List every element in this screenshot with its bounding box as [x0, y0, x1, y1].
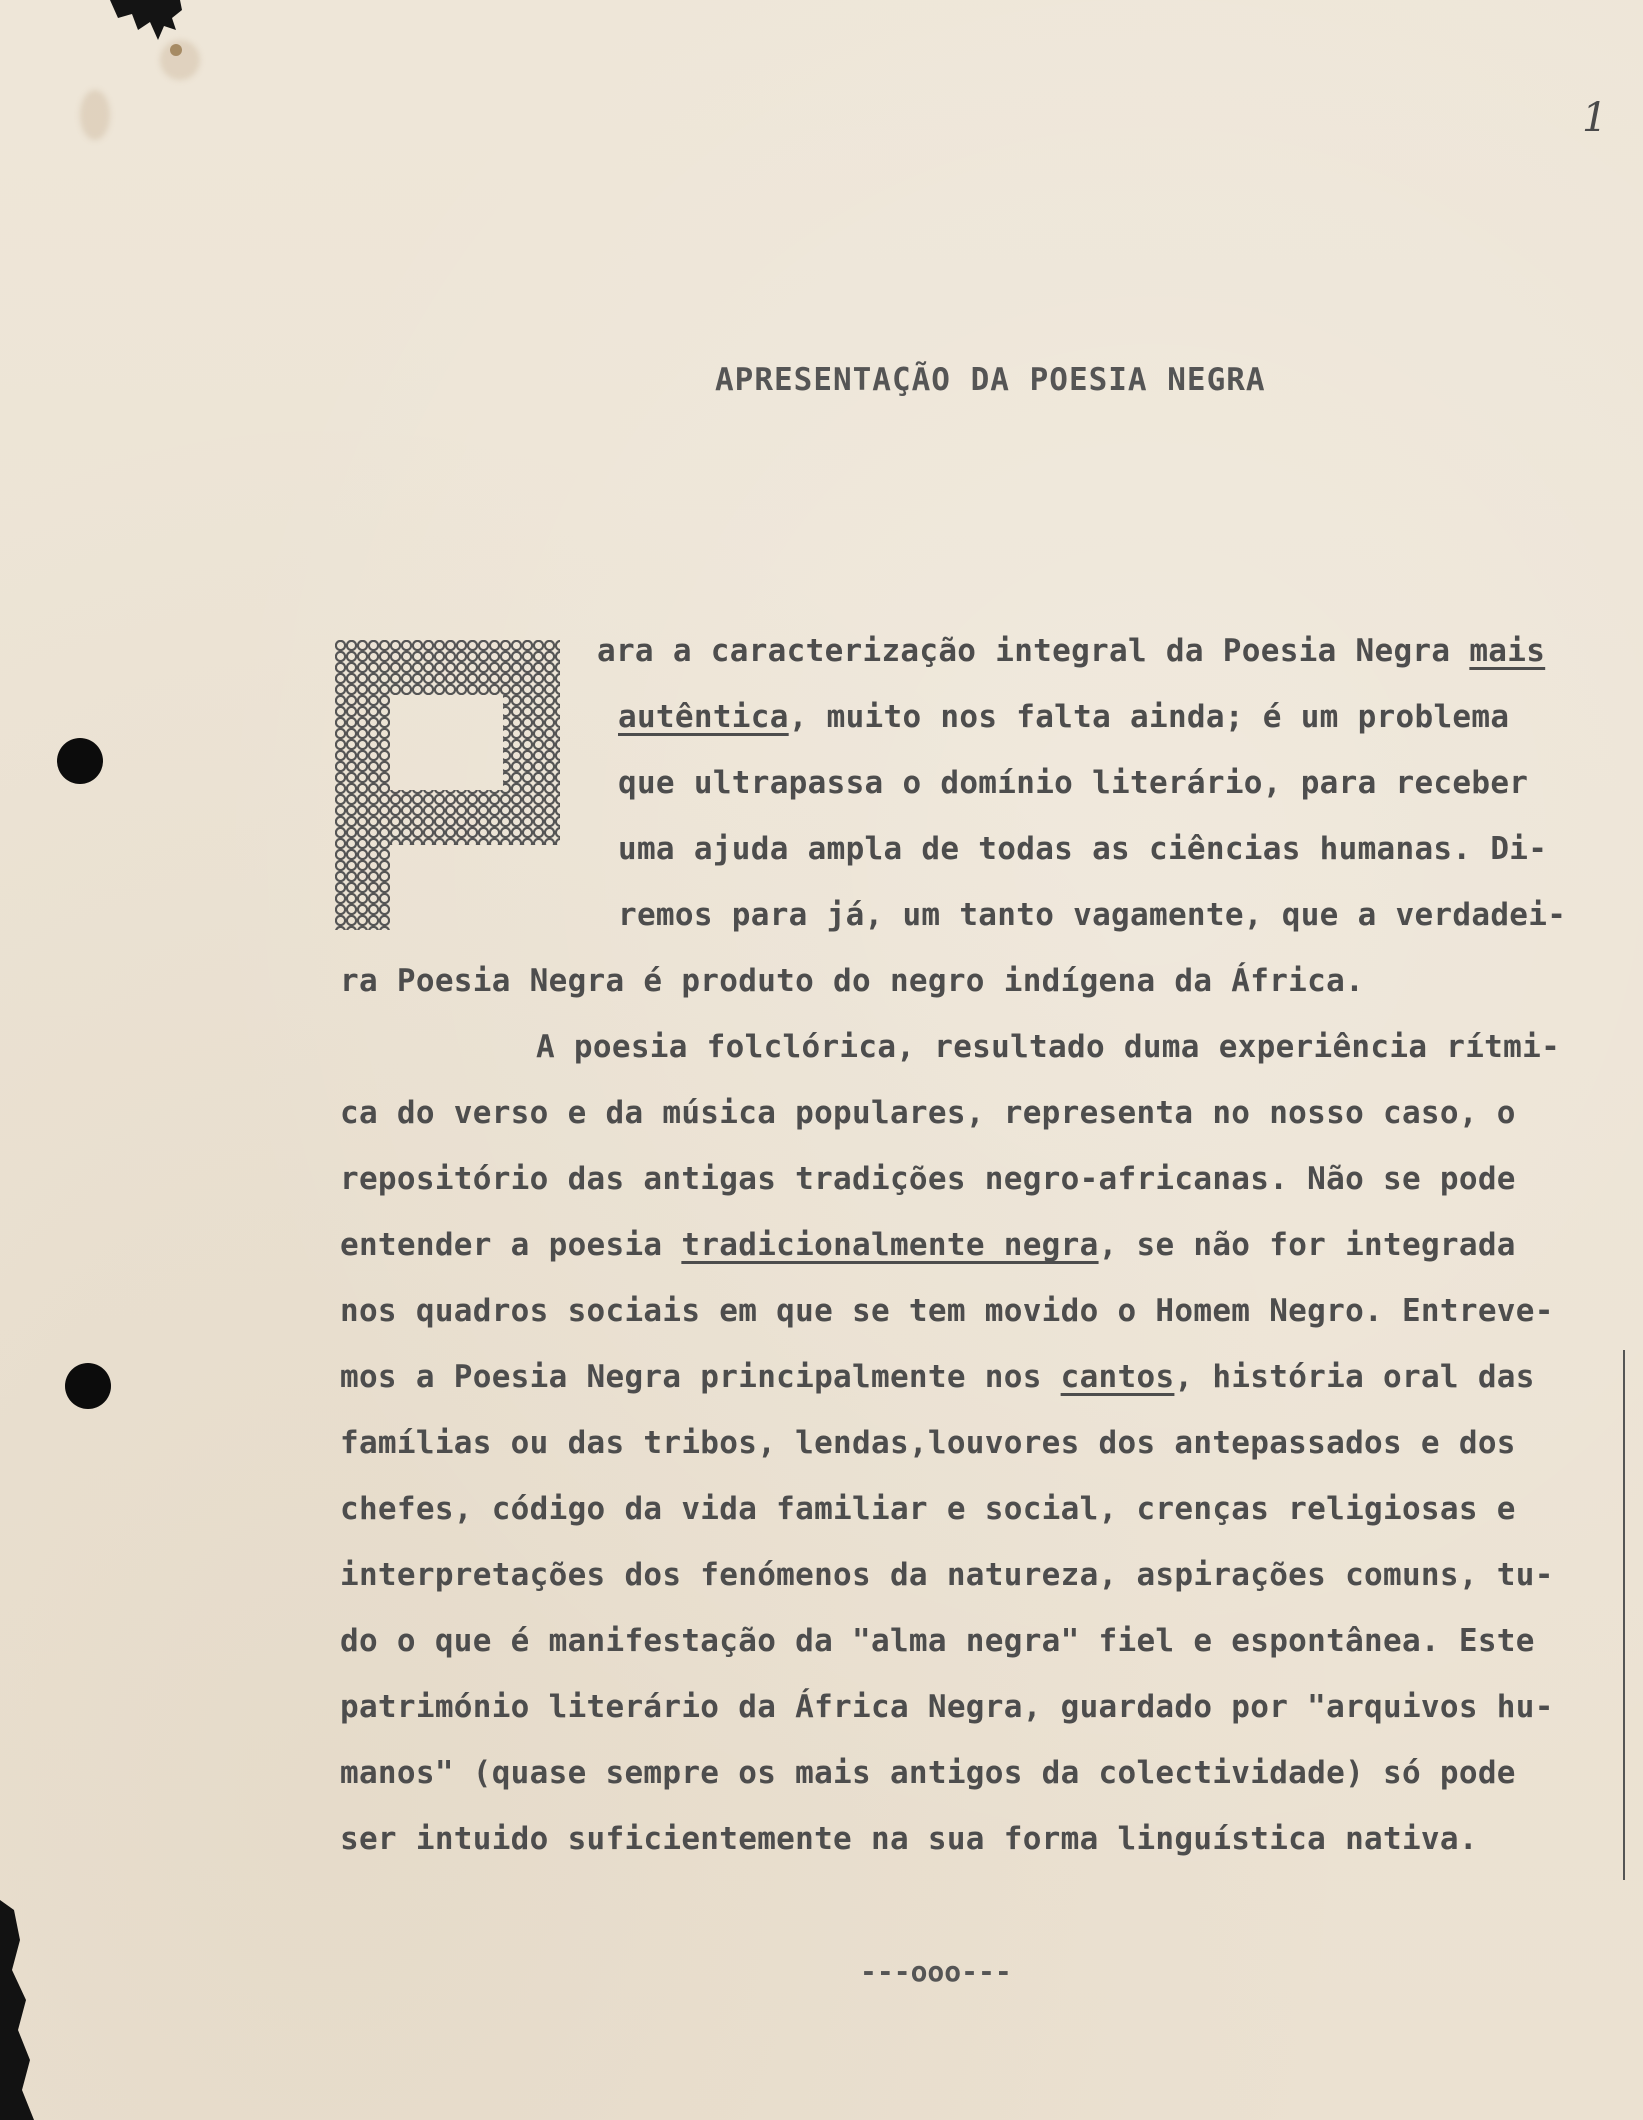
document-title: APRESENTAÇÃO DA POESIA NEGRA	[715, 362, 1266, 398]
paragraph1-line3: que ultrapassa o domínio literário, para receber	[618, 765, 1529, 801]
stain-mark	[160, 40, 200, 80]
paragraph2-line2: ca do verso e da música populares, representa no nosso caso, o	[340, 1095, 1516, 1131]
text-span: ara a caracterização integral da Poesia Negra	[597, 633, 1470, 669]
paragraph2-line11: património literário da África Negra, guardado por "arquivos hu-	[340, 1689, 1554, 1725]
paragraph1-line1	[597, 633, 1545, 669]
paragraph2-line6	[340, 1359, 1535, 1395]
paragraph2-line1: A poesia folclórica, resultado duma experiência rítmi-	[536, 1029, 1561, 1065]
end-mark: ---ooo---	[860, 1955, 1012, 1988]
paragraph2-line12: manos" (quase sempre os mais antigos da colectividade) só pode	[340, 1755, 1516, 1791]
torn-edge-bottom	[0, 1900, 45, 2120]
paragraph1-line4: uma ajuda ampla de todas as ciências humanas. Di-	[618, 831, 1548, 867]
paragraph2-line10: do o que é manifestação da "alma negra" fiel e espontânea. Este	[340, 1623, 1535, 1659]
punch-hole-bottom	[65, 1363, 111, 1409]
underlined-text: cantos	[1060, 1359, 1175, 1395]
drop-cap-p	[335, 640, 560, 930]
paragraph2-line7: famílias ou das tribos, lendas,louvores dos antepassados e dos	[340, 1425, 1516, 1461]
paragraph1-line2	[618, 699, 1509, 735]
punch-hole-top	[57, 738, 103, 784]
text-span: , história oral das	[1174, 1359, 1535, 1395]
text-span: mos a Poesia Negra principalmente nos	[340, 1359, 1061, 1395]
text-span: , muito nos falta ainda; é um problema	[788, 699, 1510, 735]
paragraph2-line8: chefes, código da vida familiar e social, crenças religiosas e	[340, 1491, 1516, 1527]
paragraph1-line6: ra Poesia Negra é produto do negro indígena da África.	[340, 963, 1365, 999]
text-span: entender a poesia	[340, 1227, 682, 1263]
paragraph2-line9: interpretações dos fenómenos da natureza, aspirações comuns, tu-	[340, 1557, 1554, 1593]
paragraph2-line3: repositório das antigas tradições negro-africanas. Não se pode	[340, 1161, 1516, 1197]
underlined-text: mais	[1469, 633, 1546, 669]
text-span: , se não for integrada	[1098, 1227, 1516, 1263]
stain-mark	[80, 90, 110, 140]
underlined-text: tradicionalmente negra	[681, 1227, 1099, 1263]
paragraph2-line13: ser intuido suficientemente na sua forma linguística nativa.	[340, 1821, 1478, 1857]
margin-line	[1623, 1350, 1625, 1880]
underlined-text: autêntica	[618, 699, 789, 735]
paragraph2-line4	[340, 1227, 1516, 1263]
page-number: 1	[1582, 95, 1608, 141]
paragraph1-line5: remos para já, um tanto vagamente, que a verdadei-	[618, 897, 1567, 933]
paragraph2-line5: nos quadros sociais em que se tem movido o Homem Negro. Entreve-	[340, 1293, 1554, 1329]
